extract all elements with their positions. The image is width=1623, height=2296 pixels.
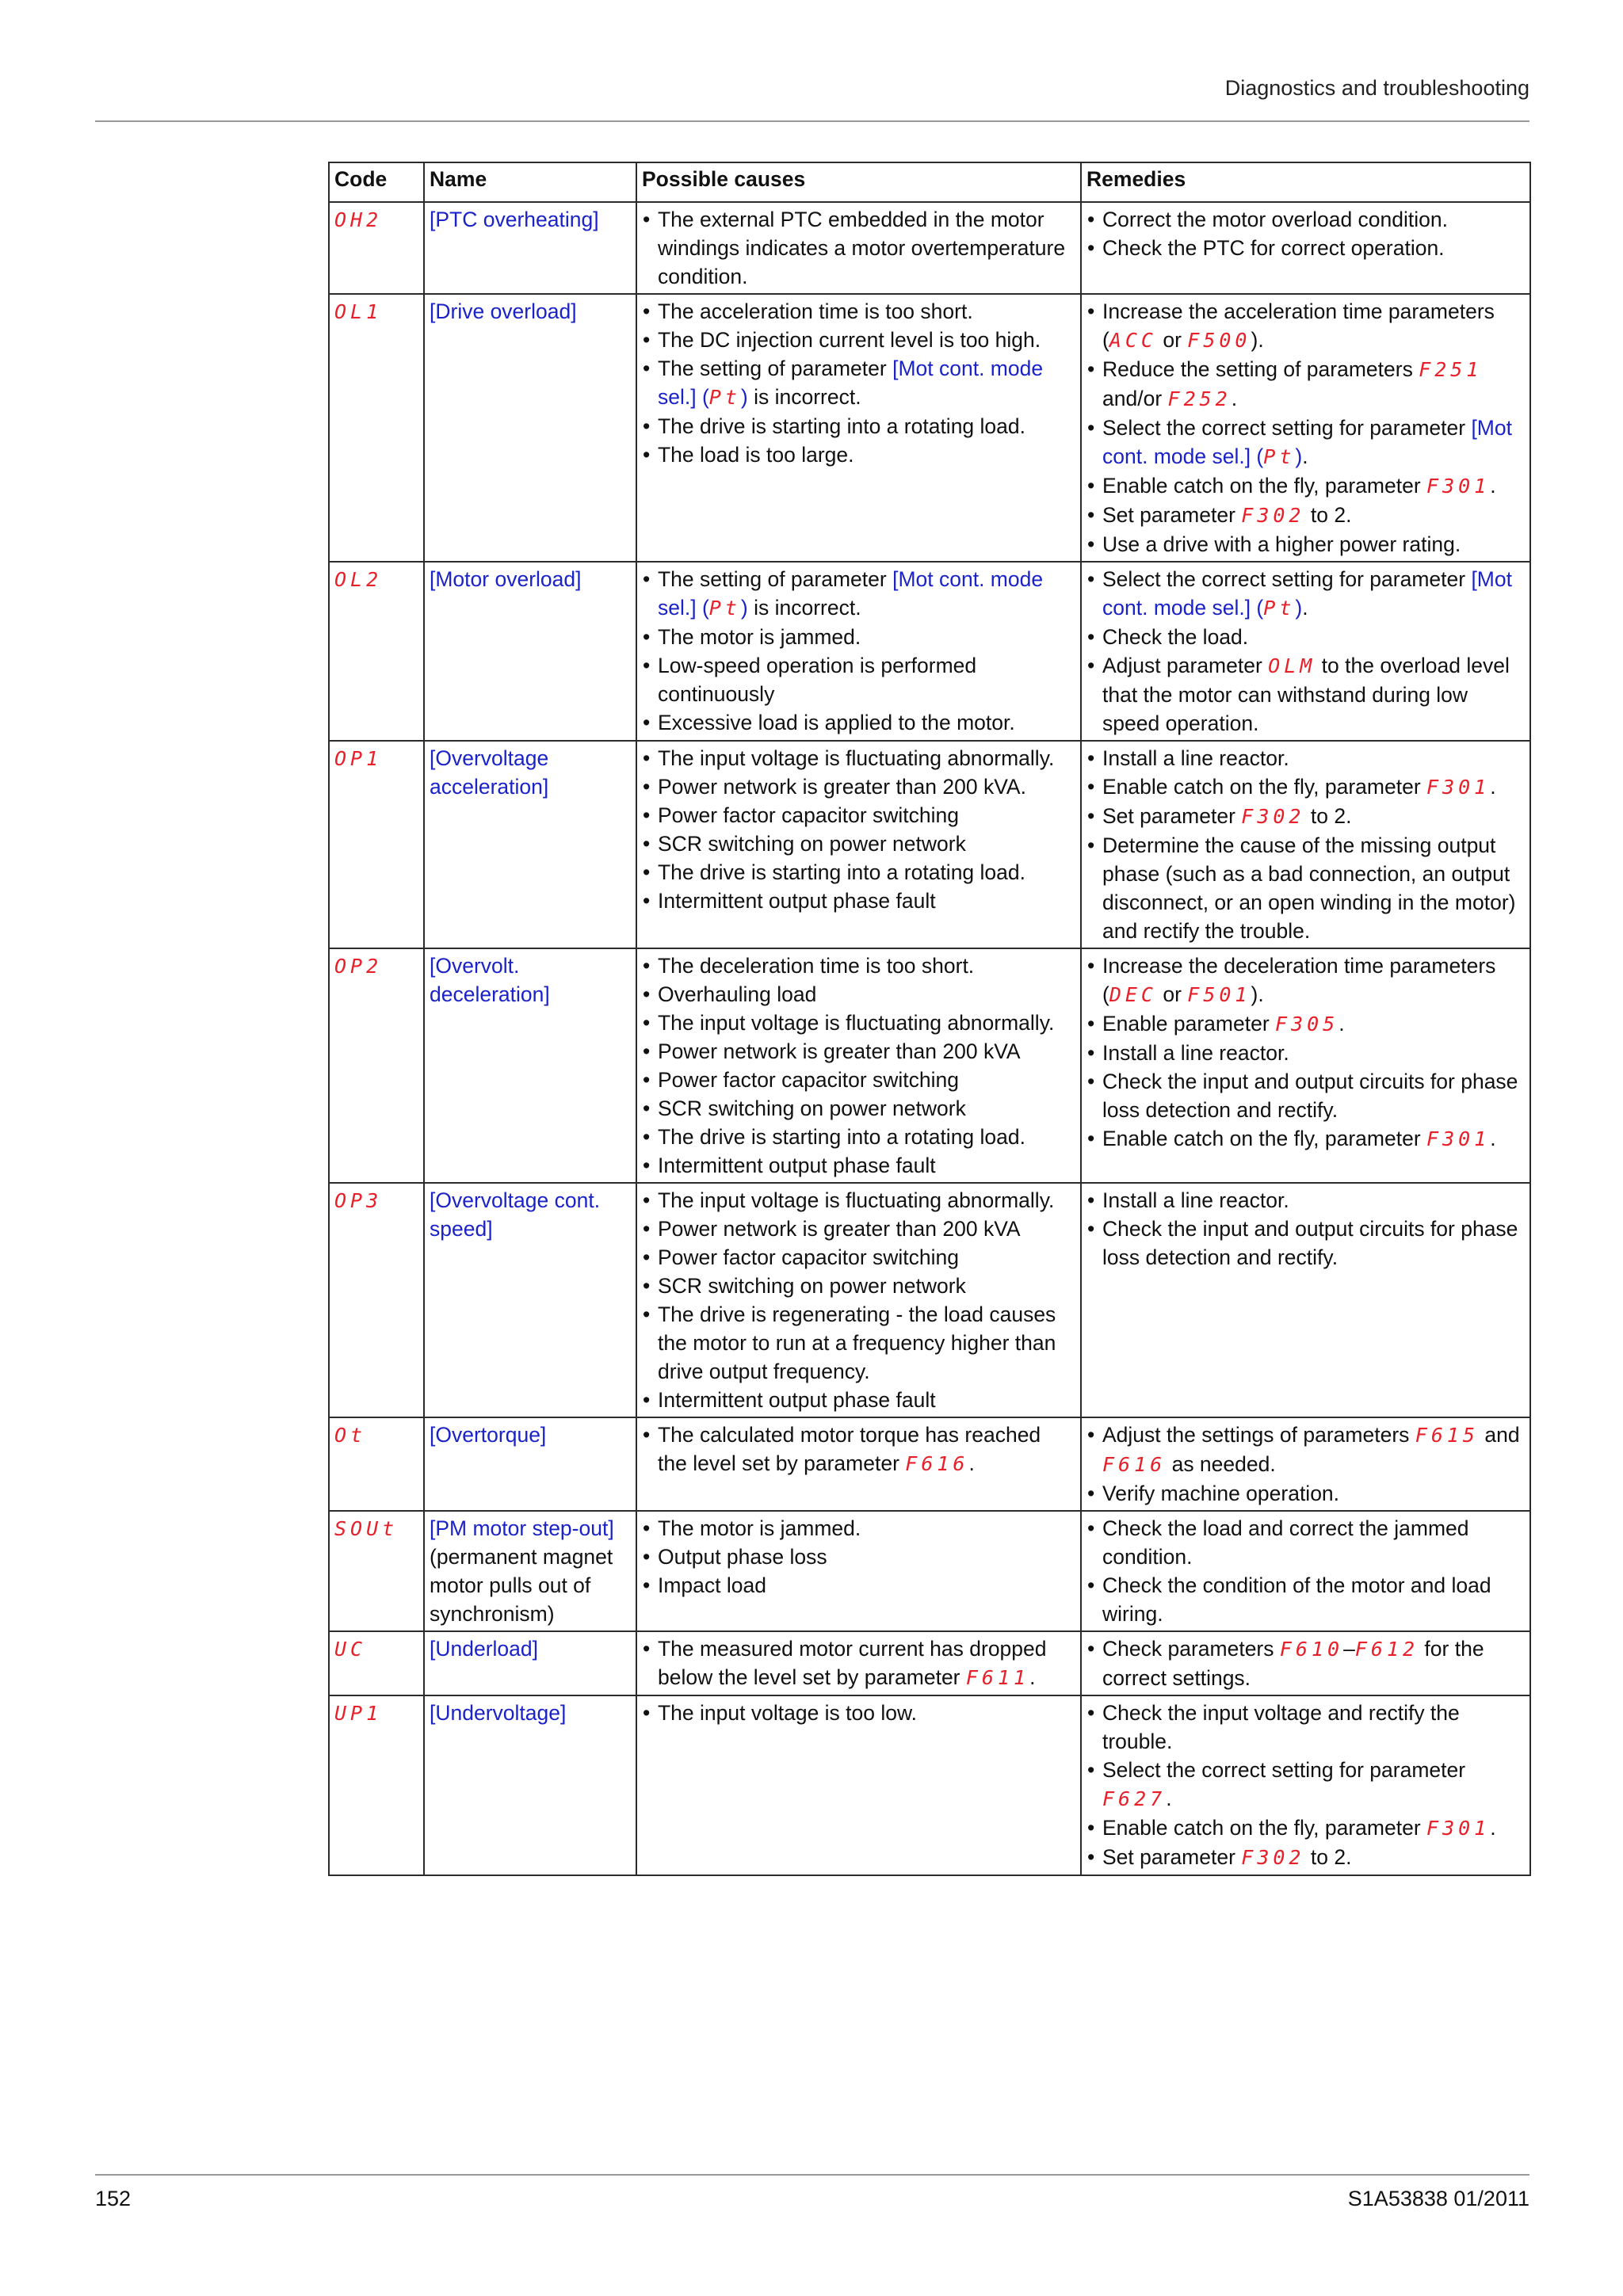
- parameter-code: F301: [1426, 1127, 1491, 1150]
- fault-name: [430, 565, 631, 593]
- text-run: Enable parameter: [1102, 1012, 1276, 1035]
- remedies-cell: [1081, 1631, 1530, 1695]
- text-run: .: [1490, 775, 1496, 799]
- text-run: Check the condition of the motor and load wiring.: [1102, 1573, 1491, 1626]
- text-run: Power network is greater than 200 kVA: [658, 1217, 1021, 1241]
- fault-name-cell: [424, 1695, 636, 1875]
- text-run: Check the input and output circuits for phase loss detection and rectify.: [1102, 1217, 1518, 1269]
- text-run: Enable catch on the fly, parameter: [1102, 474, 1427, 498]
- possible-causes-cell: [636, 1511, 1081, 1631]
- parameter-code: F615: [1415, 1424, 1479, 1447]
- fault-name: [430, 1514, 631, 1628]
- text-run: SCR switching on power network: [658, 832, 966, 856]
- remedy-item: [1086, 1571, 1525, 1628]
- fault-codes-table: [328, 162, 1531, 1876]
- cause-item: [642, 1634, 1075, 1692]
- text-run: .: [1166, 1787, 1172, 1810]
- possible-causes-cell: [636, 1631, 1081, 1695]
- cause-item: [642, 980, 1075, 1009]
- parameter-code: F305: [1275, 1013, 1339, 1035]
- table-row: [329, 1511, 1530, 1631]
- parameter-code: OLM: [1268, 654, 1316, 677]
- text-run: .: [1029, 1665, 1036, 1689]
- parameter-code: F610: [1279, 1638, 1344, 1661]
- fault-code: OP3: [334, 1189, 383, 1212]
- parameter-code: F301: [1426, 1817, 1491, 1840]
- parameter-code: F611: [965, 1666, 1030, 1689]
- remedy-item: [1086, 831, 1525, 945]
- text-run: Adjust parameter: [1102, 654, 1269, 677]
- cause-item: [642, 772, 1075, 801]
- table-row: [329, 202, 1530, 294]
- fault-code-cell: [329, 294, 424, 562]
- column-header-remedies: Remedies: [1081, 162, 1530, 202]
- parameter-link-text: [Overvolt. deceleration]: [430, 954, 550, 1006]
- text-run: Use a drive with a higher power rating.: [1102, 532, 1461, 556]
- cause-item: [642, 830, 1075, 858]
- text-run: Verify machine operation.: [1102, 1482, 1340, 1505]
- fault-code: Ot: [334, 1424, 367, 1447]
- cause-item: [642, 326, 1075, 354]
- parameter-code: F627: [1102, 1787, 1167, 1810]
- fault-code: OP2: [334, 955, 383, 978]
- remedy-item: [1086, 1039, 1525, 1067]
- fault-code: OL2: [334, 568, 383, 591]
- text-run: Install a line reactor.: [1102, 746, 1289, 770]
- text-run: Enable catch on the fly, parameter: [1102, 775, 1427, 799]
- column-header-causes: Possible causes: [636, 162, 1081, 202]
- parameter-code: F301: [1426, 776, 1491, 799]
- fault-name: [430, 952, 631, 1009]
- text-run: and: [1478, 1423, 1520, 1447]
- cause-item: [642, 1066, 1075, 1094]
- parameter-link-text: [Overvoltage acceleration]: [430, 746, 549, 799]
- remedy-item: [1086, 471, 1525, 501]
- parameter-link-text: ): [740, 385, 748, 409]
- fault-code: OP1: [334, 747, 383, 770]
- fault-code: OH2: [334, 208, 383, 231]
- remedy-item: [1086, 1514, 1525, 1571]
- text-run: The deceleration time is too short.: [658, 954, 975, 978]
- text-run: .: [1302, 596, 1308, 620]
- text-run: Power factor capacitor switching: [658, 803, 959, 827]
- text-run: Install a line reactor.: [1102, 1041, 1289, 1065]
- text-run: .: [1490, 474, 1496, 498]
- cause-item: [642, 1386, 1075, 1414]
- possible-causes-cell: [636, 562, 1081, 741]
- parameter-link-text: [Underload]: [430, 1637, 539, 1661]
- table-row: [329, 1631, 1530, 1695]
- cause-item: [642, 297, 1075, 326]
- fault-name-cell: [424, 1183, 636, 1417]
- parameter-link-text: [Mot cont. mode sel.] (: [658, 357, 1044, 409]
- parameter-link-text: [Mot cont. mode sel.] (: [1102, 416, 1512, 468]
- text-run: .: [1490, 1127, 1496, 1150]
- text-run: (permanent magnet motor pulls out of synchronism): [430, 1545, 613, 1626]
- text-run: SCR switching on power network: [658, 1097, 966, 1120]
- text-run: Excessive load is applied to the motor.: [658, 711, 1015, 734]
- fault-code-cell: [329, 562, 424, 741]
- remedies-cell: [1081, 741, 1530, 948]
- remedy-item: [1086, 1421, 1525, 1479]
- text-run: and/or: [1102, 387, 1168, 410]
- remedy-item: [1086, 952, 1525, 1009]
- fault-code: UP1: [334, 1702, 383, 1725]
- cause-item: [642, 1272, 1075, 1300]
- remedies-cell: [1081, 202, 1530, 294]
- text-run: Intermittent output phase fault: [658, 889, 936, 913]
- parameter-code: F612: [1354, 1638, 1419, 1661]
- parameter-code: DEC: [1109, 983, 1157, 1006]
- remedy-item: [1086, 234, 1525, 262]
- table-row: [329, 294, 1530, 562]
- remedy-item: [1086, 1067, 1525, 1124]
- page-header-title: Diagnostics and troubleshooting: [1224, 76, 1529, 100]
- fault-name-cell: [424, 1511, 636, 1631]
- text-run: Select the correct setting for parameter: [1102, 416, 1472, 440]
- footer-divider: [95, 2174, 1529, 2176]
- text-run: Increase the deceleration time parameters (: [1102, 954, 1496, 1006]
- text-run: Power factor capacitor switching: [658, 1068, 959, 1092]
- parameter-code: F302: [1241, 805, 1305, 828]
- text-run: Power network is greater than 200 kVA.: [658, 775, 1026, 799]
- cause-item: [642, 801, 1075, 830]
- fault-name-cell: [424, 202, 636, 294]
- parameter-link-text: [Overtorque]: [430, 1423, 547, 1447]
- cause-item: [642, 1009, 1075, 1037]
- remedy-item: [1086, 1009, 1525, 1039]
- text-run: Correct the motor overload condition.: [1102, 208, 1448, 231]
- text-run: or: [1156, 982, 1188, 1006]
- text-run: Impact load: [658, 1573, 766, 1597]
- fault-code: SOUt: [334, 1517, 399, 1540]
- fault-name-cell: [424, 562, 636, 741]
- fault-code-cell: [329, 202, 424, 294]
- column-header-name: Name: [424, 162, 636, 202]
- text-run: Check the load.: [1102, 625, 1249, 649]
- remedy-item: [1086, 772, 1525, 802]
- cause-item: [642, 441, 1075, 469]
- parameter-code: Pt: [708, 386, 741, 409]
- text-run: Check the input and output circuits for phase loss detection and rectify.: [1102, 1070, 1518, 1122]
- parameter-link-text: [Drive overload]: [430, 299, 577, 323]
- text-run: Set parameter: [1102, 1845, 1242, 1869]
- header-divider: [95, 120, 1529, 122]
- parameter-code: F501: [1187, 983, 1251, 1006]
- table-row: [329, 948, 1530, 1183]
- fault-code-cell: [329, 1695, 424, 1875]
- cause-item: [642, 1699, 1075, 1727]
- cause-item: [642, 858, 1075, 887]
- text-run: to 2.: [1304, 1845, 1352, 1869]
- fault-name: [430, 297, 631, 326]
- cause-item: [642, 1300, 1075, 1386]
- possible-causes-cell: [636, 202, 1081, 294]
- text-run: .: [1231, 387, 1238, 410]
- table-row: [329, 741, 1530, 948]
- page-number: 152: [95, 2187, 132, 2210]
- text-run: The DC injection current level is too high.: [658, 328, 1041, 352]
- cause-item: [642, 1243, 1075, 1272]
- parameter-link-text: ): [1295, 596, 1303, 620]
- parameter-link-text: [Motor overload]: [430, 567, 582, 591]
- text-run: The setting of parameter: [658, 567, 893, 591]
- text-run: The drive is regenerating - the load causes the motor to run at a frequency higher than drive output frequency.: [658, 1302, 1056, 1383]
- parameter-code: F302: [1241, 504, 1305, 527]
- table-header-row: [329, 162, 1530, 202]
- possible-causes-cell: [636, 294, 1081, 562]
- text-run: Determine the cause of the missing output phase (such as a bad connection, an output disconnect, or an open winding in the motor) and rectify the trouble.: [1102, 833, 1516, 943]
- cause-item: [642, 205, 1075, 291]
- text-run: The measured motor current has dropped below the level set by parameter: [658, 1637, 1047, 1689]
- text-run: The external PTC embedded in the motor windings indicates a motor overtemperature condition.: [658, 208, 1066, 288]
- text-run: Power factor capacitor switching: [658, 1245, 959, 1269]
- table-body: [329, 202, 1530, 1875]
- parameter-code: ACC: [1109, 329, 1157, 352]
- table-row: [329, 1183, 1530, 1417]
- parameter-code: F251: [1419, 358, 1483, 381]
- parameter-code: F302: [1241, 1846, 1305, 1869]
- cause-item: [642, 651, 1075, 708]
- fault-name-cell: [424, 741, 636, 948]
- text-run: Set parameter: [1102, 503, 1242, 527]
- text-run: Select the correct setting for parameter: [1102, 1758, 1466, 1782]
- parameter-link-text: [Mot cont. mode sel.] (: [1102, 567, 1512, 620]
- fault-code-cell: [329, 948, 424, 1183]
- fault-name: [430, 744, 631, 801]
- possible-causes-cell: [636, 948, 1081, 1183]
- text-run: The setting of parameter: [658, 357, 893, 380]
- parameter-code: Pt: [1263, 445, 1296, 468]
- remedies-cell: [1081, 294, 1530, 562]
- possible-causes-cell: [636, 1695, 1081, 1875]
- text-run: Overhauling load: [658, 982, 817, 1006]
- cause-item: [642, 1514, 1075, 1543]
- text-run: Select the correct setting for parameter: [1102, 567, 1472, 591]
- fault-code-cell: [329, 741, 424, 948]
- fault-name: [430, 1699, 631, 1727]
- text-run: Set parameter: [1102, 804, 1242, 828]
- fault-name: [430, 1634, 631, 1663]
- text-run: .: [1490, 1816, 1496, 1840]
- cause-item: [642, 887, 1075, 915]
- table-row: [329, 562, 1530, 741]
- text-run: The motor is jammed.: [658, 1516, 861, 1540]
- fault-name-cell: [424, 1417, 636, 1511]
- remedy-item: [1086, 297, 1525, 355]
- remedy-item: [1086, 1756, 1525, 1814]
- remedy-item: [1086, 744, 1525, 772]
- text-run: to the overload level that the motor can withstand during low speed operation.: [1102, 654, 1510, 735]
- possible-causes-cell: [636, 741, 1081, 948]
- text-run: The input voltage is fluctuating abnormally.: [658, 1188, 1055, 1212]
- cause-item: [642, 1186, 1075, 1215]
- text-run: Check the input voltage and rectify the trouble.: [1102, 1701, 1460, 1753]
- text-run: SCR switching on power network: [658, 1274, 966, 1298]
- cause-item: [642, 354, 1075, 412]
- text-run: Power network is greater than 200 kVA: [658, 1039, 1021, 1063]
- document-reference: S1A53838 01/2011: [1347, 2187, 1529, 2210]
- fault-name-cell: [424, 1631, 636, 1695]
- fault-name-cell: [424, 294, 636, 562]
- text-run: Enable catch on the fly, parameter: [1102, 1127, 1427, 1150]
- text-run: or: [1156, 328, 1188, 352]
- remedy-item: [1086, 623, 1525, 651]
- cause-item: [642, 1571, 1075, 1600]
- text-run: to 2.: [1304, 804, 1352, 828]
- text-run: Reduce the setting of parameters: [1102, 357, 1419, 381]
- remedy-item: [1086, 530, 1525, 559]
- cause-item: [642, 708, 1075, 737]
- remedy-item: [1086, 501, 1525, 530]
- table-row: [329, 1417, 1530, 1511]
- text-run: .: [1338, 1012, 1345, 1035]
- text-run: –: [1343, 1637, 1355, 1661]
- parameter-link-text: ): [740, 596, 748, 620]
- cause-item: [642, 1543, 1075, 1571]
- text-run: ).: [1251, 328, 1264, 352]
- parameter-code: F616: [905, 1452, 969, 1475]
- remedy-item: [1086, 355, 1525, 414]
- remedy-item: [1086, 1843, 1525, 1872]
- remedy-item: [1086, 1699, 1525, 1756]
- remedies-cell: [1081, 1511, 1530, 1631]
- possible-causes-cell: [636, 1417, 1081, 1511]
- parameter-code: F500: [1187, 329, 1251, 352]
- text-run: ).: [1251, 982, 1264, 1006]
- text-run: .: [968, 1451, 975, 1475]
- fault-name: [430, 1421, 631, 1449]
- fault-code-cell: [329, 1183, 424, 1417]
- parameter-code: F252: [1167, 387, 1232, 410]
- cause-item: [642, 1037, 1075, 1066]
- table-row: [329, 1695, 1530, 1875]
- cause-item: [642, 1421, 1075, 1478]
- cause-item: [642, 1151, 1075, 1180]
- text-run: The input voltage is fluctuating abnormally.: [658, 746, 1055, 770]
- remedies-cell: [1081, 562, 1530, 741]
- text-run: The drive is starting into a rotating load.: [658, 860, 1025, 884]
- cause-item: [642, 623, 1075, 651]
- fault-name: [430, 1186, 631, 1243]
- text-run: The input voltage is too low.: [658, 1701, 918, 1725]
- parameter-link-text: [Undervoltage]: [430, 1701, 567, 1725]
- cause-item: [642, 1094, 1075, 1123]
- text-run: is incorrect.: [747, 596, 861, 620]
- parameter-code: F616: [1102, 1453, 1167, 1476]
- fault-code-cell: [329, 1631, 424, 1695]
- cause-item: [642, 952, 1075, 980]
- text-run: for the correct settings.: [1102, 1637, 1484, 1690]
- parameter-link-text: [Overvoltage cont. speed]: [430, 1188, 601, 1241]
- parameter-code: Pt: [1263, 597, 1296, 620]
- text-run: Check the PTC for correct operation.: [1102, 236, 1445, 260]
- text-run: to 2.: [1304, 503, 1352, 527]
- cause-item: [642, 1215, 1075, 1243]
- parameter-link-text: [PTC overheating]: [430, 208, 599, 231]
- remedies-cell: [1081, 1183, 1530, 1417]
- fault-code-cell: [329, 1417, 424, 1511]
- fault-code: UC: [334, 1638, 367, 1661]
- cause-item: [642, 744, 1075, 772]
- cause-item: [642, 565, 1075, 623]
- parameter-link-text: ): [1295, 444, 1303, 468]
- fault-code: OL1: [334, 300, 383, 323]
- fault-name: [430, 205, 631, 234]
- text-run: Increase the acceleration time parameters (: [1102, 299, 1495, 352]
- text-run: is incorrect.: [747, 385, 861, 409]
- parameter-code: F301: [1426, 475, 1491, 498]
- text-run: The load is too large.: [658, 443, 854, 467]
- text-run: as needed.: [1166, 1452, 1276, 1476]
- text-run: Check the load and correct the jammed condition.: [1102, 1516, 1469, 1569]
- remedies-cell: [1081, 1695, 1530, 1875]
- remedy-item: [1086, 1215, 1525, 1272]
- fault-code-cell: [329, 1511, 424, 1631]
- text-run: Adjust the settings of parameters: [1102, 1423, 1415, 1447]
- text-run: Enable catch on the fly, parameter: [1102, 1816, 1427, 1840]
- text-run: Low-speed operation is performed continuously: [658, 654, 977, 706]
- text-run: Intermittent output phase fault: [658, 1388, 936, 1412]
- remedy-item: [1086, 1479, 1525, 1508]
- remedies-cell: [1081, 948, 1530, 1183]
- remedy-item: [1086, 802, 1525, 831]
- text-run: Install a line reactor.: [1102, 1188, 1289, 1212]
- fault-name-cell: [424, 948, 636, 1183]
- column-header-code: Code: [329, 162, 424, 202]
- parameter-link-text: [PM motor step-out]: [430, 1516, 614, 1540]
- text-run: The drive is starting into a rotating load.: [658, 414, 1025, 438]
- text-run: Output phase loss: [658, 1545, 827, 1569]
- text-run: Intermittent output phase fault: [658, 1154, 936, 1177]
- remedy-item: [1086, 1634, 1525, 1692]
- cause-item: [642, 412, 1075, 441]
- text-run: The calculated motor torque has reached the level set by parameter: [658, 1423, 1041, 1475]
- parameter-link-text: [Mot cont. mode sel.] (: [658, 567, 1044, 620]
- remedy-item: [1086, 565, 1525, 623]
- cause-item: [642, 1123, 1075, 1151]
- remedy-item: [1086, 205, 1525, 234]
- text-run: Check parameters: [1102, 1637, 1280, 1661]
- remedy-item: [1086, 1124, 1525, 1154]
- remedy-item: [1086, 1186, 1525, 1215]
- text-run: The drive is starting into a rotating load.: [658, 1125, 1025, 1149]
- remedies-cell: [1081, 1417, 1530, 1511]
- remedy-item: [1086, 414, 1525, 471]
- possible-causes-cell: [636, 1183, 1081, 1417]
- text-run: The motor is jammed.: [658, 625, 861, 649]
- remedy-item: [1086, 1814, 1525, 1843]
- remedy-item: [1086, 651, 1525, 738]
- text-run: .: [1302, 444, 1308, 468]
- parameter-code: Pt: [708, 597, 741, 620]
- text-run: The acceleration time is too short.: [658, 299, 973, 323]
- text-run: The input voltage is fluctuating abnormally.: [658, 1011, 1055, 1035]
